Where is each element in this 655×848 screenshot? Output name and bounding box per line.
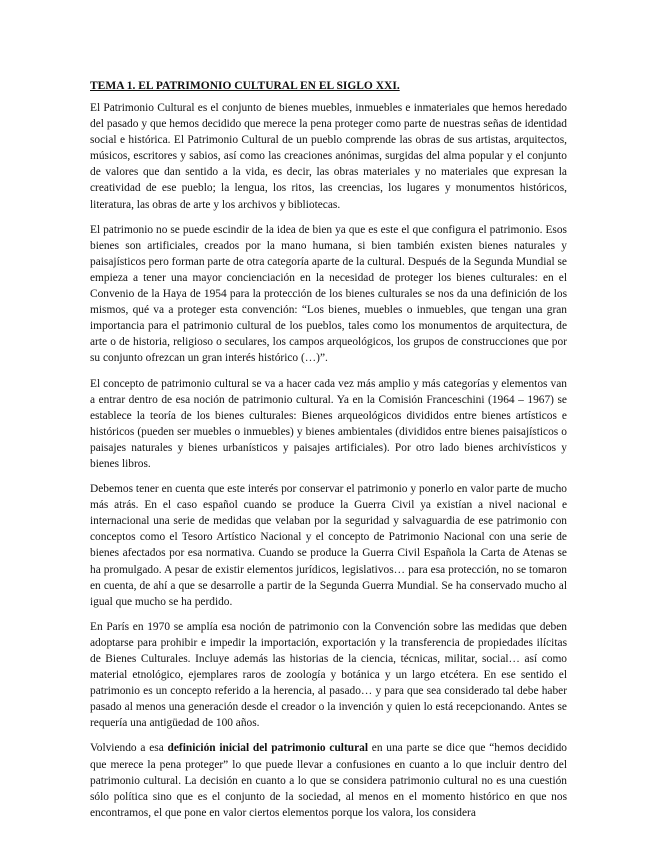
paragraph-1: El Patrimonio Cultural es el conjunto de bienes muebles, inmuebles e inmateriales que hemos heredado del pasado y que hemos decidido que merece la pena proteger como parte de nuestras señas de identidad social e histórica. El Patrimonio Cultural de un pueblo comprende las obras de sus artistas, arquitectos, músicos, escritores y sabios, así como las creaciones anónimas, surgidas del alma popular y el conjunto de valores que dan sentido a la vida, es decir, las obras materiales y no materiales que expresan la creatividad de ese pueblo; la lengua, los ritos, las creencias, los lugares y monumentos históricos, literatura, las obras de arte y los archivos y bibliotecas. [90, 102, 567, 211]
paragraph-6 [90, 740, 567, 820]
paragraph-6-bold-term: definición inicial del patrimonio cultural [167, 742, 368, 755]
paragraph-6-lead: Volviendo a esa [90, 742, 168, 755]
paragraph-5: En París en 1970 se amplía esa noción de patrimonio con la Convención sobre las medidas que deben adoptarse para prohibir e impedir la importación, exportación y la transferencia de propiedades ilícitas de Bienes Culturales. Incluye además las historias de la ciencia, técnicas, militar, social… así como material etnológico, ejemplares raros de zoología y botánica y un largo etcétera. En ese sentido el patrimonio es un concepto referido a la herencia, al pasado… y para que sea considerado tal debe haber pasado al menos una generación desde el creador o la invención y quien lo está recepcionando. Antes se requería una antigüedad de 100 años. [90, 620, 567, 730]
document-title: TEMA 1. EL PATRIMONIO CULTURAL EN EL SIGLO XXI. [90, 80, 400, 92]
paragraph-6-rest: en una parte se dice que “hemos decidido que merece la pena proteger” lo que puede llevar a confusiones en cuanto a lo que incluir dentro del patrimonio cultural. La decisión en cuanto a lo que se considera patrimonio cultural no es una cuestión sólo política sino que es el conjunto de la sociedad, al menos en el momento histórico en que nos encontramos, el que pone en valor ciertos elementos porque los valora, los considera [90, 742, 567, 819]
paragraph-4: Debemos tener en cuenta que este interés por conservar el patrimonio y ponerlo en valor parte de mucho más atrás. En el caso español cuando se produce la Guerra Civil ya existían a nivel nacional e internacional una serie de medidas que velaban por la seguridad y salvaguardia de ese patrimonio con conceptos como el Tesoro Artístico Nacional y el concepto de Patrimonio Nacional con una serie de bienes afectados por esa normativa. Cuando se produce la Guerra Civil Española la Carta de Atenas se ha promulgado. A pesar de existir elementos jurídicos, legislativos… para esa protección, no se tomaron en cuenta, de ahí a que se desarrolle a partir de la Segunda Guerra Mundial. Se ha conservado mucho al igual que mucho se ha perdido. [90, 483, 567, 608]
paragraph-2: El patrimonio no se puede escindir de la idea de bien ya que es este el que configura el patrimonio. Esos bienes son artificiales, creados por la mano humana, si bien también existen bienes naturales y paisajísticos pero forman parte de otra categoría aparte de la cultural. Después de la Segunda Mundial se empieza a tener una mayor concienciación en la necesidad de proteger los bienes culturales: en el Convenio de la Haya de 1954 para la protección de los bienes culturales se nos da una definición de los mismos, qué va a proteger esta convención: “Los bienes, muebles o inmuebles, que tengan una gran importancia para el patrimonio cultural de los pueblos, tales como los monumentos de arquitectura, de arte o de historia, religioso o seculares, los campos arqueológicos, los grupos de construcciones que por su conjunto ofrezcan un gran interés histórico (…)”. [90, 223, 567, 365]
paragraph-3: El concepto de patrimonio cultural se va a hacer cada vez más amplio y más categorías y elementos van a entrar dentro de esa noción de patrimonio cultural. Ya en la Comisión Franceschini (1964 – 1967) se establece la teoría de los bienes culturales: Bienes arqueológicos divididos entre bienes artísticos e históricos (pueden ser muebles o inmuebles) y bienes ambientales (divididos entre bienes paisajísticos o paisajes naturales y bienes urbanísticos y paisajes artificiales). Por otro lado bienes archivísticos y bienes libros. [90, 377, 567, 470]
document-body [90, 78, 567, 830]
